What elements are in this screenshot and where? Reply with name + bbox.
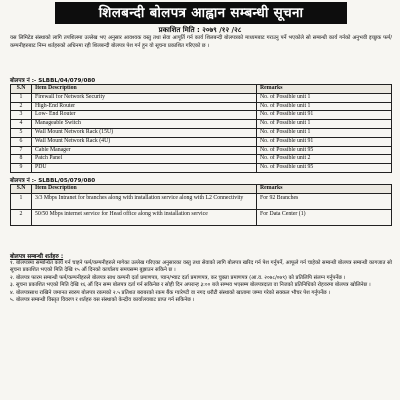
row-remarks: No. of Possible unit 95 — [257, 164, 392, 173]
table-row — [11, 128, 392, 137]
row-sn: 9 — [11, 164, 32, 173]
row-sn: 4 — [11, 120, 32, 129]
table-row — [11, 102, 392, 111]
row-sn: 5 — [11, 128, 32, 137]
row-remarks: No. of Possible unit 1 — [257, 93, 392, 102]
term-item: ३. सूचना प्रकाशित भएको मिति देखि १६ औं दिन सम्म बोलपत्र दर्ता गर्न सकिनेछ र सोही दिन अपरान्ह ३:०० बजे सम्भव भएसम्म बोलपत्रदाता वा निजको प्रतिनिधिको रोहवरमा बोलपत्र खोलिनेछ । — [10, 282, 371, 289]
column-header-description: Item Description — [32, 85, 257, 94]
notice-title: शिलबन्दी बोलपत्र आह्वान सम्बन्धी सूचना — [55, 2, 347, 24]
row-sn: 2 — [11, 102, 32, 111]
row-remarks: No. of Possible unit 91 — [257, 111, 392, 120]
bid-number-1: बोलपत्र नं :- SLBBL/04/079/080 — [10, 78, 96, 84]
row-sn: 6 — [11, 137, 32, 146]
column-header-sn: S.N — [11, 185, 32, 194]
row-sn: 3 — [11, 111, 32, 120]
published-date: प्रकाशित मिति : २०७९ /१२ /२८ — [158, 26, 242, 34]
row-sn: 8 — [11, 155, 32, 164]
row-remarks: No. of Possible unit 91 — [257, 137, 392, 146]
table-row — [11, 164, 392, 173]
row-description: Low- End Router — [32, 111, 257, 120]
row-description: Wall Mount Network Rack (15U) — [32, 128, 257, 137]
row-description: Manageable Switch — [32, 120, 257, 129]
bid1-table — [10, 84, 392, 173]
row-sn: 7 — [11, 146, 32, 155]
notice-intro: यस लिमिटेड संस्थाको लागि तपशिलमा उल्लेख भए अनुसार आवश्यक वस्तु तथा सेवा आपूर्ति गर्न कार्य शिलबन्दी बोलपत्रको माध्यमबाट गराउनु पर्ने भएकोले सो सम्बन्धी कार्य गर्नको अनुभवी इच्छुक फर्म/कम्पनीहरुबाट निम्न शर्तहरुको अधिनमा रही शिलबन्दी बोलपत्र पेश गर्न हुन यो सूचना प्रकाशित गरिएको छ । — [10, 35, 392, 49]
row-description: 50/50 Mbps internet service for Head office along with installation service — [32, 209, 257, 225]
row-remarks: For Data Center (1) — [257, 209, 392, 225]
row-description: Firewall for Network Security — [32, 93, 257, 102]
table-row — [11, 137, 392, 146]
column-header-sn: S.N — [11, 85, 32, 94]
row-sn: 1 — [11, 193, 32, 209]
column-header-remarks: Remarks — [257, 185, 392, 194]
table-row — [11, 93, 392, 102]
row-description: Wall Mount Network Rack (4U) — [32, 137, 257, 146]
table-row — [11, 146, 392, 155]
table-header-row — [11, 85, 392, 94]
terms-list — [10, 260, 392, 304]
table-row — [11, 111, 392, 120]
row-description: Cable Manager — [32, 146, 257, 155]
bid-number-2: बोलपत्र नं :- SLBBL/05/079/080 — [10, 178, 96, 184]
column-header-remarks: Remarks — [257, 85, 392, 94]
row-remarks: No. of Possible unit 1 — [257, 120, 392, 129]
term-item: २. बोलपत्र फारम सम्बन्धी फर्म/कम्पनीहरुले बोलपत्र साथ कम्पनी दर्ता प्रमाणपत्र, प्यान/भ्याट दर्ता प्रमाणपत्र, कर चुक्ता प्रमाणपत्र (आ.व. २०७८/०७९) को प्रतिलिपि संलग्न गर्नुपर्नेछ । — [10, 274, 346, 281]
row-remarks: For 92 Branches — [257, 193, 392, 209]
row-description: Patch Panel — [32, 155, 257, 164]
table-row — [11, 193, 392, 209]
table-row — [11, 209, 392, 225]
table-row — [11, 120, 392, 129]
row-remarks: No. of Possible unit 1 — [257, 102, 392, 111]
row-sn: 1 — [11, 93, 32, 102]
table-row — [11, 155, 392, 164]
column-header-description: Item Description — [32, 185, 257, 194]
table-header-row — [11, 185, 392, 194]
row-description: High-End Router — [32, 102, 257, 111]
row-remarks: No. of Possible unit 95 — [257, 146, 392, 155]
row-description: 3/3 Mbps Intranet for branches along with installation service along with L2 Connectivity — [32, 193, 257, 209]
row-remarks: No. of Possible unit 2 — [257, 155, 392, 164]
term-item: ५. बोलपत्र सम्बन्धी विस्तृत विवरण र शर्तहरु यस संस्थाको केन्द्रीय कार्यालयबाट प्राप्त गर्न सकिनेछ । — [10, 297, 195, 304]
bid2-table — [10, 184, 392, 226]
row-description: PDU — [32, 164, 257, 173]
term-item: ४. बोलपत्रसाथ राखिने जमानत स्वरुप बोलपत्र रकमको २.५ प्रतिशत बराबरको रकम बैंक ग्यारेण्टी वा नगद धरौटी संस्थाको खातामा जम्मा गरेको सक्कल भौचर पेश गर्नुपर्नेछ । — [10, 289, 331, 296]
terms-heading: बोलपत्र सम्बन्धी शर्तहरु : — [10, 254, 64, 260]
term-item: १. बोलपत्रमा सम्बन्धित कार्य गर्न चाहने फर्म/कम्पनीहरुले मागेका उल्लेख गरिएका अनुसारका वस्तु तथा सेवाको लागि बोलपत्र खरिद गर्न पेश गर्नुपर्ने, आफूले गर्न चाहेको सम्बन्धी बोलपत्र सम्बन्धी कागजात सो सूचना प्रकाशित भएको मिति देखि १५ औं दिनको कार्यालय समयसम्म बुझाउन सकिने छ । — [10, 260, 392, 274]
row-remarks: No. of Possible unit 1 — [257, 128, 392, 137]
row-sn: 2 — [11, 209, 32, 225]
